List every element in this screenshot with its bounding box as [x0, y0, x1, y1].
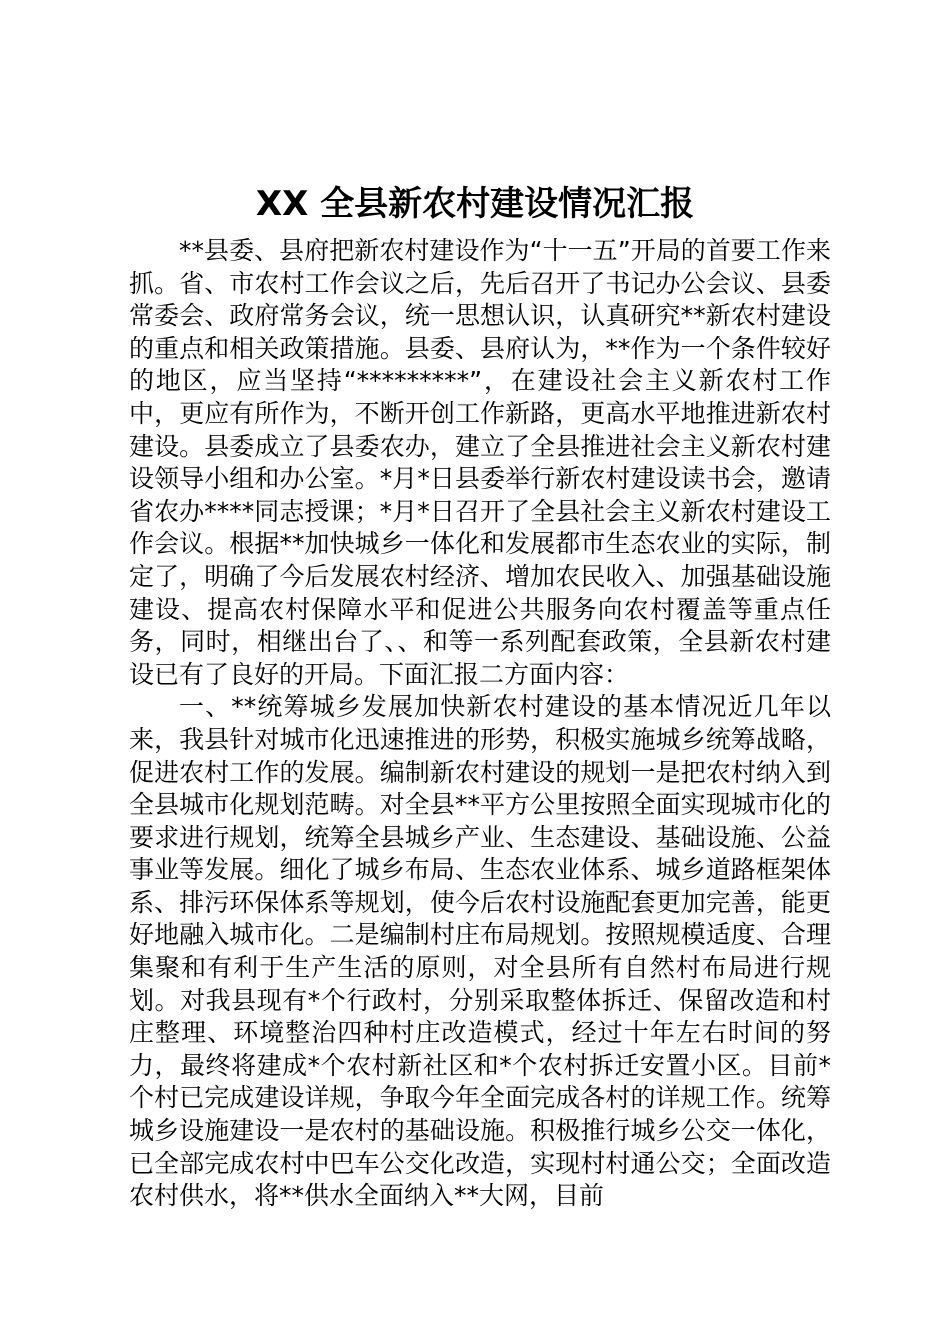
document-body	[129, 235, 831, 1213]
paragraph-section-one: 一、**统筹城乡发展加快新农村建设的基本情况近几年以来，我县针对城市化迅速推进的形势，积极实施城乡统筹战略，促进农村工作的发展。编制新农村建设的规划一是把农村纳入到全县城市化规划范畴。对全县**平方公里按照全面实现城市化的要求进行规划，统筹全县城乡产业、生态建设、基础设施、公益事业等发展。细化了城乡布局、生态农业体系、城乡道路框架体系、排污环保体系等规划，使今后农村设施配套更加完善，能更好地融入城市化。二是编制村庄布局规划。按照规模适度、合理集聚和有利于生产生活的原则，对全县所有自然村布局进行规划。对我县现有*个行政村，分别采取整体拆迁、保留改造和村庄整理、环境整治四种村庄改造模式，经过十年左右时间的努力，最终将建成*个农村新社区和*个农村拆迁安置小区。目前*个村已完成建设详规，争取今年全面完成各村的详规工作。统筹城乡设施建设一是农村的基础设施。积极推行城乡公交一体化，已全部完成农村中巴车公交化改造，实现村村通公交；全面改造农村供水，将**供水全面纳入**大网，目前	[129, 692, 831, 1211]
paragraph-intro: **县委、县府把新农村建设作为“十一五”开局的首要工作来抓。省、市农村工作会议之后，先后召开了书记办公会议、县委常委会、政府常务会议，统一思想认识，认真研究**新农村建设的重点和相关政策措施。县委、县府认为，**作为一个条件较好的地区，应当坚持“*********”，在建设社会主义新农村工作中，更应有所作为，不断开创工作新路，更高水平地推进新农村建设。县委成立了县委农办，建立了全县推进社会主义新农村建设领导小组和办公室。*月*日县委举行新农村建设读书会，邀请省农办****同志授课；*月*日召开了全县社会主义新农村建设工作会议。根据**加快城乡一体化和发展都市生态农业的实际，制定了，明确了今后发展农村经济、增加农民收入、加强基础设施建设、提高农村保障水平和促进公共服务向农村覆盖等重点任务，同时，相继出台了、、和等一系列配套政策，全县新农村建设已有了良好的开局。下面汇报二方面内容：	[129, 236, 831, 689]
document-title: XX 全县新农村建设情况汇报	[255, 184, 695, 224]
